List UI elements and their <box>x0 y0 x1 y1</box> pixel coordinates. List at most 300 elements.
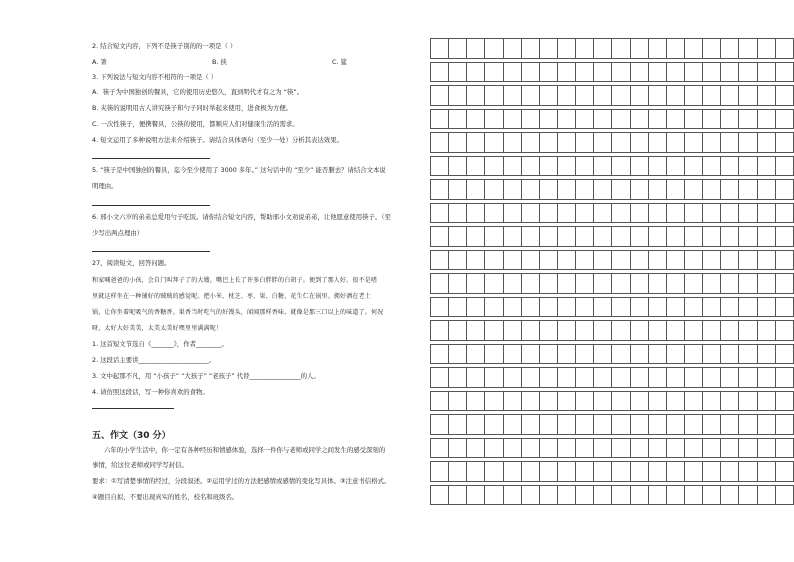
grid-cell[interactable] <box>594 250 612 270</box>
grid-cell[interactable] <box>684 109 702 129</box>
grid-cell[interactable] <box>594 109 612 129</box>
grid-cell[interactable] <box>757 39 775 59</box>
grid-cell[interactable] <box>612 39 630 59</box>
grid-cell[interactable] <box>648 415 666 435</box>
grid-cell[interactable] <box>557 415 575 435</box>
grid-cell[interactable] <box>648 180 666 200</box>
grid-cell[interactable] <box>666 203 684 223</box>
grid-cell[interactable] <box>485 485 503 505</box>
grid-cell[interactable] <box>503 203 521 223</box>
grid-cell[interactable] <box>703 227 721 247</box>
grid-cell[interactable] <box>739 180 757 200</box>
grid-cell[interactable] <box>594 180 612 200</box>
grid-cell[interactable] <box>485 39 503 59</box>
grid-cell[interactable] <box>630 109 648 129</box>
grid-cell[interactable] <box>648 156 666 176</box>
grid-cell[interactable] <box>576 438 594 458</box>
grid-cell[interactable] <box>648 368 666 388</box>
grid-cell[interactable] <box>449 438 467 458</box>
grid-cell[interactable] <box>449 462 467 482</box>
grid-cell[interactable] <box>431 344 449 364</box>
grid-cell[interactable] <box>666 438 684 458</box>
grid-cell[interactable] <box>521 344 539 364</box>
grid-cell[interactable] <box>594 39 612 59</box>
grid-cell[interactable] <box>485 297 503 317</box>
grid-cell[interactable] <box>612 86 630 106</box>
grid-cell[interactable] <box>539 438 557 458</box>
grid-cell[interactable] <box>539 391 557 411</box>
grid-cell[interactable] <box>576 86 594 106</box>
grid-cell[interactable] <box>557 297 575 317</box>
grid-cell[interactable] <box>775 203 793 223</box>
grid-cell[interactable] <box>557 250 575 270</box>
grid-cell[interactable] <box>757 462 775 482</box>
grid-cell[interactable] <box>449 485 467 505</box>
grid-cell[interactable] <box>539 109 557 129</box>
grid-cell[interactable] <box>431 485 449 505</box>
grid-cell[interactable] <box>721 485 739 505</box>
grid-cell[interactable] <box>431 109 449 129</box>
grid-cell[interactable] <box>485 250 503 270</box>
grid-cell[interactable] <box>630 344 648 364</box>
grid-cell[interactable] <box>449 203 467 223</box>
grid-cell[interactable] <box>703 109 721 129</box>
grid-cell[interactable] <box>703 485 721 505</box>
grid-cell[interactable] <box>739 321 757 341</box>
grid-cell[interactable] <box>648 250 666 270</box>
grid-cell[interactable] <box>485 133 503 153</box>
grid-cell[interactable] <box>594 368 612 388</box>
grid-cell[interactable] <box>557 227 575 247</box>
grid-cell[interactable] <box>576 203 594 223</box>
grid-cell[interactable] <box>612 156 630 176</box>
grid-cell[interactable] <box>485 415 503 435</box>
grid-cell[interactable] <box>775 39 793 59</box>
grid-cell[interactable] <box>739 39 757 59</box>
grid-cell[interactable] <box>521 368 539 388</box>
grid-cell[interactable] <box>576 180 594 200</box>
grid-cell[interactable] <box>739 462 757 482</box>
grid-cell[interactable] <box>648 133 666 153</box>
grid-cell[interactable] <box>576 39 594 59</box>
grid-cell[interactable] <box>775 156 793 176</box>
grid-cell[interactable] <box>467 344 485 364</box>
grid-cell[interactable] <box>684 415 702 435</box>
grid-cell[interactable] <box>739 485 757 505</box>
grid-cell[interactable] <box>684 250 702 270</box>
grid-cell[interactable] <box>576 250 594 270</box>
grid-cell[interactable] <box>449 180 467 200</box>
grid-cell[interactable] <box>449 109 467 129</box>
grid-cell[interactable] <box>666 274 684 294</box>
grid-cell[interactable] <box>467 86 485 106</box>
grid-cell[interactable] <box>721 250 739 270</box>
grid-cell[interactable] <box>757 86 775 106</box>
grid-cell[interactable] <box>612 62 630 82</box>
q4-answer-line[interactable] <box>92 158 210 159</box>
grid-cell[interactable] <box>630 415 648 435</box>
grid-cell[interactable] <box>503 485 521 505</box>
grid-cell[interactable] <box>594 62 612 82</box>
grid-cell[interactable] <box>467 391 485 411</box>
grid-cell[interactable] <box>612 438 630 458</box>
grid-cell[interactable] <box>703 415 721 435</box>
grid-cell[interactable] <box>503 250 521 270</box>
grid-cell[interactable] <box>775 227 793 247</box>
grid-cell[interactable] <box>503 227 521 247</box>
grid-cell[interactable] <box>539 203 557 223</box>
grid-cell[interactable] <box>431 180 449 200</box>
grid-cell[interactable] <box>503 133 521 153</box>
grid-cell[interactable] <box>721 321 739 341</box>
grid-cell[interactable] <box>431 297 449 317</box>
grid-cell[interactable] <box>431 39 449 59</box>
grid-cell[interactable] <box>467 156 485 176</box>
grid-cell[interactable] <box>576 415 594 435</box>
grid-cell[interactable] <box>467 133 485 153</box>
grid-cell[interactable] <box>539 344 557 364</box>
grid-cell[interactable] <box>666 86 684 106</box>
grid-cell[interactable] <box>684 133 702 153</box>
grid-cell[interactable] <box>739 156 757 176</box>
grid-cell[interactable] <box>557 39 575 59</box>
grid-cell[interactable] <box>612 391 630 411</box>
grid-cell[interactable] <box>630 274 648 294</box>
grid-cell[interactable] <box>467 203 485 223</box>
grid-cell[interactable] <box>703 203 721 223</box>
grid-cell[interactable] <box>521 227 539 247</box>
grid-cell[interactable] <box>757 391 775 411</box>
grid-cell[interactable] <box>739 250 757 270</box>
grid-cell[interactable] <box>557 86 575 106</box>
grid-cell[interactable] <box>648 39 666 59</box>
grid-cell[interactable] <box>449 321 467 341</box>
grid-cell[interactable] <box>467 485 485 505</box>
composition-grid-table[interactable] <box>430 38 794 505</box>
grid-cell[interactable] <box>594 438 612 458</box>
grid-cell[interactable] <box>485 86 503 106</box>
grid-cell[interactable] <box>467 274 485 294</box>
grid-cell[interactable] <box>557 391 575 411</box>
grid-cell[interactable] <box>594 203 612 223</box>
grid-cell[interactable] <box>503 180 521 200</box>
grid-cell[interactable] <box>521 133 539 153</box>
grid-cell[interactable] <box>721 39 739 59</box>
grid-cell[interactable] <box>539 485 557 505</box>
grid-cell[interactable] <box>703 368 721 388</box>
grid-cell[interactable] <box>739 297 757 317</box>
grid-cell[interactable] <box>612 109 630 129</box>
grid-cell[interactable] <box>594 274 612 294</box>
grid-cell[interactable] <box>485 391 503 411</box>
grid-cell[interactable] <box>757 485 775 505</box>
grid-cell[interactable] <box>503 39 521 59</box>
grid-cell[interactable] <box>449 415 467 435</box>
grid-cell[interactable] <box>630 203 648 223</box>
grid-cell[interactable] <box>521 391 539 411</box>
grid-cell[interactable] <box>739 109 757 129</box>
grid-cell[interactable] <box>684 485 702 505</box>
grid-cell[interactable] <box>467 297 485 317</box>
grid-cell[interactable] <box>594 485 612 505</box>
grid-cell[interactable] <box>775 62 793 82</box>
grid-cell[interactable] <box>666 344 684 364</box>
grid-cell[interactable] <box>757 297 775 317</box>
grid-cell[interactable] <box>503 391 521 411</box>
grid-cell[interactable] <box>431 415 449 435</box>
grid-cell[interactable] <box>521 415 539 435</box>
grid-cell[interactable] <box>557 156 575 176</box>
grid-cell[interactable] <box>666 156 684 176</box>
grid-cell[interactable] <box>775 274 793 294</box>
grid-cell[interactable] <box>648 391 666 411</box>
grid-cell[interactable] <box>612 297 630 317</box>
grid-cell[interactable] <box>431 227 449 247</box>
grid-cell[interactable] <box>449 344 467 364</box>
grid-cell[interactable] <box>648 485 666 505</box>
grid-cell[interactable] <box>684 39 702 59</box>
grid-cell[interactable] <box>594 462 612 482</box>
grid-cell[interactable] <box>431 462 449 482</box>
grid-cell[interactable] <box>684 86 702 106</box>
grid-cell[interactable] <box>503 368 521 388</box>
grid-cell[interactable] <box>594 297 612 317</box>
grid-cell[interactable] <box>739 62 757 82</box>
grid-cell[interactable] <box>521 297 539 317</box>
grid-cell[interactable] <box>485 462 503 482</box>
grid-cell[interactable] <box>630 86 648 106</box>
grid-cell[interactable] <box>757 109 775 129</box>
grid-cell[interactable] <box>721 180 739 200</box>
grid-cell[interactable] <box>503 274 521 294</box>
grid-cell[interactable] <box>503 321 521 341</box>
grid-cell[interactable] <box>739 133 757 153</box>
grid-cell[interactable] <box>721 368 739 388</box>
grid-cell[interactable] <box>576 62 594 82</box>
grid-cell[interactable] <box>612 274 630 294</box>
grid-cell[interactable] <box>557 133 575 153</box>
grid-cell[interactable] <box>467 438 485 458</box>
grid-cell[interactable] <box>648 227 666 247</box>
grid-cell[interactable] <box>630 62 648 82</box>
grid-cell[interactable] <box>485 321 503 341</box>
grid-cell[interactable] <box>539 39 557 59</box>
grid-cell[interactable] <box>539 274 557 294</box>
grid-cell[interactable] <box>449 86 467 106</box>
grid-cell[interactable] <box>684 62 702 82</box>
grid-cell[interactable] <box>775 133 793 153</box>
grid-cell[interactable] <box>539 462 557 482</box>
grid-cell[interactable] <box>467 62 485 82</box>
grid-cell[interactable] <box>703 344 721 364</box>
grid-cell[interactable] <box>612 344 630 364</box>
grid-cell[interactable] <box>594 391 612 411</box>
grid-cell[interactable] <box>775 180 793 200</box>
grid-cell[interactable] <box>630 297 648 317</box>
grid-cell[interactable] <box>521 86 539 106</box>
grid-cell[interactable] <box>666 39 684 59</box>
grid-cell[interactable] <box>576 156 594 176</box>
grid-cell[interactable] <box>431 321 449 341</box>
grid-cell[interactable] <box>557 62 575 82</box>
grid-cell[interactable] <box>449 156 467 176</box>
grid-cell[interactable] <box>431 62 449 82</box>
grid-cell[interactable] <box>757 344 775 364</box>
composition-grid[interactable] <box>430 38 794 505</box>
grid-cell[interactable] <box>576 133 594 153</box>
grid-cell[interactable] <box>721 203 739 223</box>
grid-cell[interactable] <box>557 203 575 223</box>
grid-cell[interactable] <box>467 39 485 59</box>
grid-cell[interactable] <box>775 391 793 411</box>
grid-cell[interactable] <box>467 368 485 388</box>
grid-cell[interactable] <box>666 485 684 505</box>
grid-cell[interactable] <box>594 415 612 435</box>
grid-cell[interactable] <box>775 438 793 458</box>
grid-cell[interactable] <box>630 391 648 411</box>
grid-cell[interactable] <box>721 462 739 482</box>
grid-cell[interactable] <box>521 438 539 458</box>
grid-cell[interactable] <box>721 297 739 317</box>
grid-cell[interactable] <box>775 86 793 106</box>
grid-cell[interactable] <box>703 391 721 411</box>
grid-cell[interactable] <box>684 274 702 294</box>
grid-cell[interactable] <box>557 274 575 294</box>
grid-cell[interactable] <box>684 462 702 482</box>
grid-cell[interactable] <box>485 62 503 82</box>
grid-cell[interactable] <box>648 344 666 364</box>
grid-cell[interactable] <box>485 344 503 364</box>
grid-cell[interactable] <box>648 86 666 106</box>
grid-cell[interactable] <box>703 462 721 482</box>
grid-cell[interactable] <box>775 321 793 341</box>
grid-cell[interactable] <box>521 321 539 341</box>
grid-cell[interactable] <box>739 86 757 106</box>
grid-cell[interactable] <box>503 109 521 129</box>
grid-cell[interactable] <box>503 86 521 106</box>
grid-cell[interactable] <box>612 462 630 482</box>
grid-cell[interactable] <box>630 180 648 200</box>
grid-cell[interactable] <box>775 485 793 505</box>
grid-cell[interactable] <box>449 250 467 270</box>
grid-cell[interactable] <box>757 133 775 153</box>
grid-cell[interactable] <box>648 203 666 223</box>
grid-cell[interactable] <box>594 156 612 176</box>
grid-cell[interactable] <box>449 39 467 59</box>
grid-cell[interactable] <box>431 156 449 176</box>
grid-cell[interactable] <box>594 344 612 364</box>
grid-cell[interactable] <box>539 368 557 388</box>
grid-cell[interactable] <box>757 180 775 200</box>
grid-cell[interactable] <box>739 203 757 223</box>
grid-cell[interactable] <box>539 250 557 270</box>
grid-cell[interactable] <box>521 156 539 176</box>
grid-cell[interactable] <box>557 109 575 129</box>
grid-cell[interactable] <box>666 368 684 388</box>
grid-cell[interactable] <box>485 368 503 388</box>
grid-cell[interactable] <box>521 62 539 82</box>
grid-cell[interactable] <box>684 156 702 176</box>
grid-cell[interactable] <box>721 344 739 364</box>
grid-cell[interactable] <box>721 415 739 435</box>
grid-cell[interactable] <box>521 180 539 200</box>
grid-cell[interactable] <box>703 62 721 82</box>
grid-cell[interactable] <box>775 415 793 435</box>
grid-cell[interactable] <box>757 368 775 388</box>
grid-cell[interactable] <box>684 297 702 317</box>
grid-cell[interactable] <box>666 109 684 129</box>
grid-cell[interactable] <box>684 344 702 364</box>
grid-cell[interactable] <box>775 297 793 317</box>
grid-cell[interactable] <box>594 227 612 247</box>
grid-cell[interactable] <box>648 462 666 482</box>
grid-cell[interactable] <box>684 368 702 388</box>
grid-cell[interactable] <box>539 133 557 153</box>
grid-cell[interactable] <box>539 62 557 82</box>
grid-cell[interactable] <box>666 180 684 200</box>
grid-cell[interactable] <box>576 391 594 411</box>
grid-cell[interactable] <box>539 415 557 435</box>
grid-cell[interactable] <box>703 39 721 59</box>
grid-cell[interactable] <box>521 274 539 294</box>
grid-cell[interactable] <box>666 62 684 82</box>
grid-cell[interactable] <box>539 86 557 106</box>
grid-cell[interactable] <box>485 227 503 247</box>
grid-cell[interactable] <box>467 227 485 247</box>
grid-cell[interactable] <box>431 133 449 153</box>
grid-cell[interactable] <box>775 109 793 129</box>
grid-cell[interactable] <box>503 344 521 364</box>
grid-cell[interactable] <box>431 438 449 458</box>
grid-cell[interactable] <box>739 344 757 364</box>
grid-cell[interactable] <box>539 297 557 317</box>
grid-cell[interactable] <box>703 180 721 200</box>
grid-cell[interactable] <box>467 180 485 200</box>
grid-cell[interactable] <box>612 250 630 270</box>
grid-cell[interactable] <box>739 438 757 458</box>
grid-cell[interactable] <box>576 227 594 247</box>
q5-answer-line[interactable] <box>92 205 210 206</box>
grid-cell[interactable] <box>521 203 539 223</box>
grid-cell[interactable] <box>594 86 612 106</box>
grid-cell[interactable] <box>630 485 648 505</box>
grid-cell[interactable] <box>630 250 648 270</box>
grid-cell[interactable] <box>539 156 557 176</box>
grid-cell[interactable] <box>467 321 485 341</box>
grid-cell[interactable] <box>684 203 702 223</box>
grid-cell[interactable] <box>557 321 575 341</box>
grid-cell[interactable] <box>703 438 721 458</box>
grid-cell[interactable] <box>485 109 503 129</box>
grid-cell[interactable] <box>612 203 630 223</box>
grid-cell[interactable] <box>630 321 648 341</box>
grid-cell[interactable] <box>612 227 630 247</box>
grid-cell[interactable] <box>521 39 539 59</box>
grid-cell[interactable] <box>684 180 702 200</box>
grid-cell[interactable] <box>557 485 575 505</box>
grid-cell[interactable] <box>521 462 539 482</box>
grid-cell[interactable] <box>666 321 684 341</box>
grid-cell[interactable] <box>703 274 721 294</box>
grid-cell[interactable] <box>739 368 757 388</box>
grid-cell[interactable] <box>757 62 775 82</box>
grid-cell[interactable] <box>630 39 648 59</box>
grid-cell[interactable] <box>666 297 684 317</box>
grid-cell[interactable] <box>449 133 467 153</box>
grid-cell[interactable] <box>431 250 449 270</box>
grid-cell[interactable] <box>449 274 467 294</box>
grid-cell[interactable] <box>648 109 666 129</box>
